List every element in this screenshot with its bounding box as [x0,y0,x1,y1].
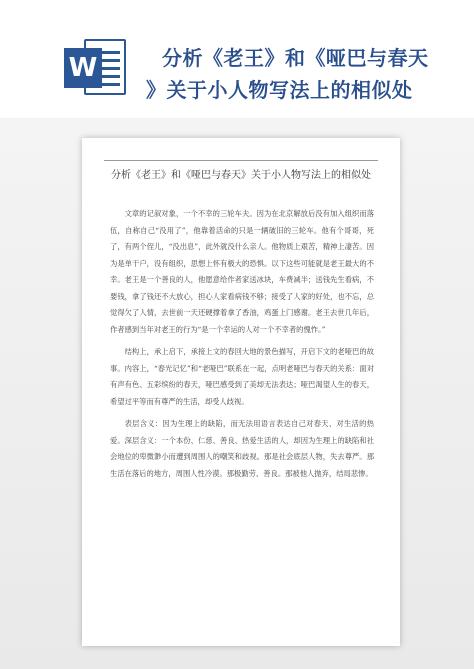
paragraph: 结构上，承上启下，承接上文的春回大地的景色描写，开启下文的老哑巴的故事。内容上，“春光记忆”和“老哑巴”联系在一起，点明老哑巴与春天的关系：面对有声有色、五彩缤纷的春天，哑巴感受到了美却无法表达；哑巴渴望人生的春天，希望过平等而有尊严的生活，却受人歧视。 [110,347,374,406]
paragraph: 文章的记叙对象，一个不幸的三轮车夫。因为在北京解放后没有加入组织而落伍，自称自己“没用了”，他靠着活命的只是一辆破旧的三轮车。他有个哥哥，死了，有两个侄儿，“没出息”，此外就没什么亲人。他物质上艰苦，精神上凄苦。因为是单干户，没有组织，思想上怀有极大的恐惧。以下这些可能就是老王最大的不幸。老王是一个善良的人，他愿意给作者家送冰块，车费减半；送钱先生看病，不要钱，拿了钱还不大放心，担心人家看病钱不够；接受了人家的好处，也不忘，总觉得欠了人情，去世前一天还硬撑着拿了香油，鸡蛋上门感谢。老王去世几年后，作者感到当年对老王的行为“是一个幸运的人对一个不幸者的愧怍。” [110,209,374,334]
doc-line-shape [102,51,120,54]
page-title-line-1: 分析《老王》和《哑巴与春天 [162,46,429,70]
document-preview [82,138,400,646]
document-title: 分析《老王》和《哑巴与春天》关于小人物写法上的相似处 [111,170,371,181]
doc-line-shape [102,67,120,70]
paragraph: 表层含义：因为生理上的缺陷，而无法用语言表达自己对春天、对生活的热爱。深层含义：一个本份、仁慈、善良、热爱生活的人，却因为生理上的缺陷和社会地位的卑微渺小而遭到周围人的嘲笑和歧视。那是社会底层人物，失去尊严。那生活在落后的地方，周围人性冷漠。那极勤劳、善良。那被他人抛弃，结局悲惨。 [110,419,374,478]
word-document-icon [64,36,128,98]
top-divider [104,160,378,161]
word-badge: W [64,48,102,88]
doc-line-shape [102,75,120,78]
doc-line-shape [102,83,120,86]
doc-line-shape [102,59,120,62]
page-header [0,0,474,118]
page-title-line-2: 》关于小人物写法上的相似处 [146,78,413,102]
document-body [110,206,374,488]
